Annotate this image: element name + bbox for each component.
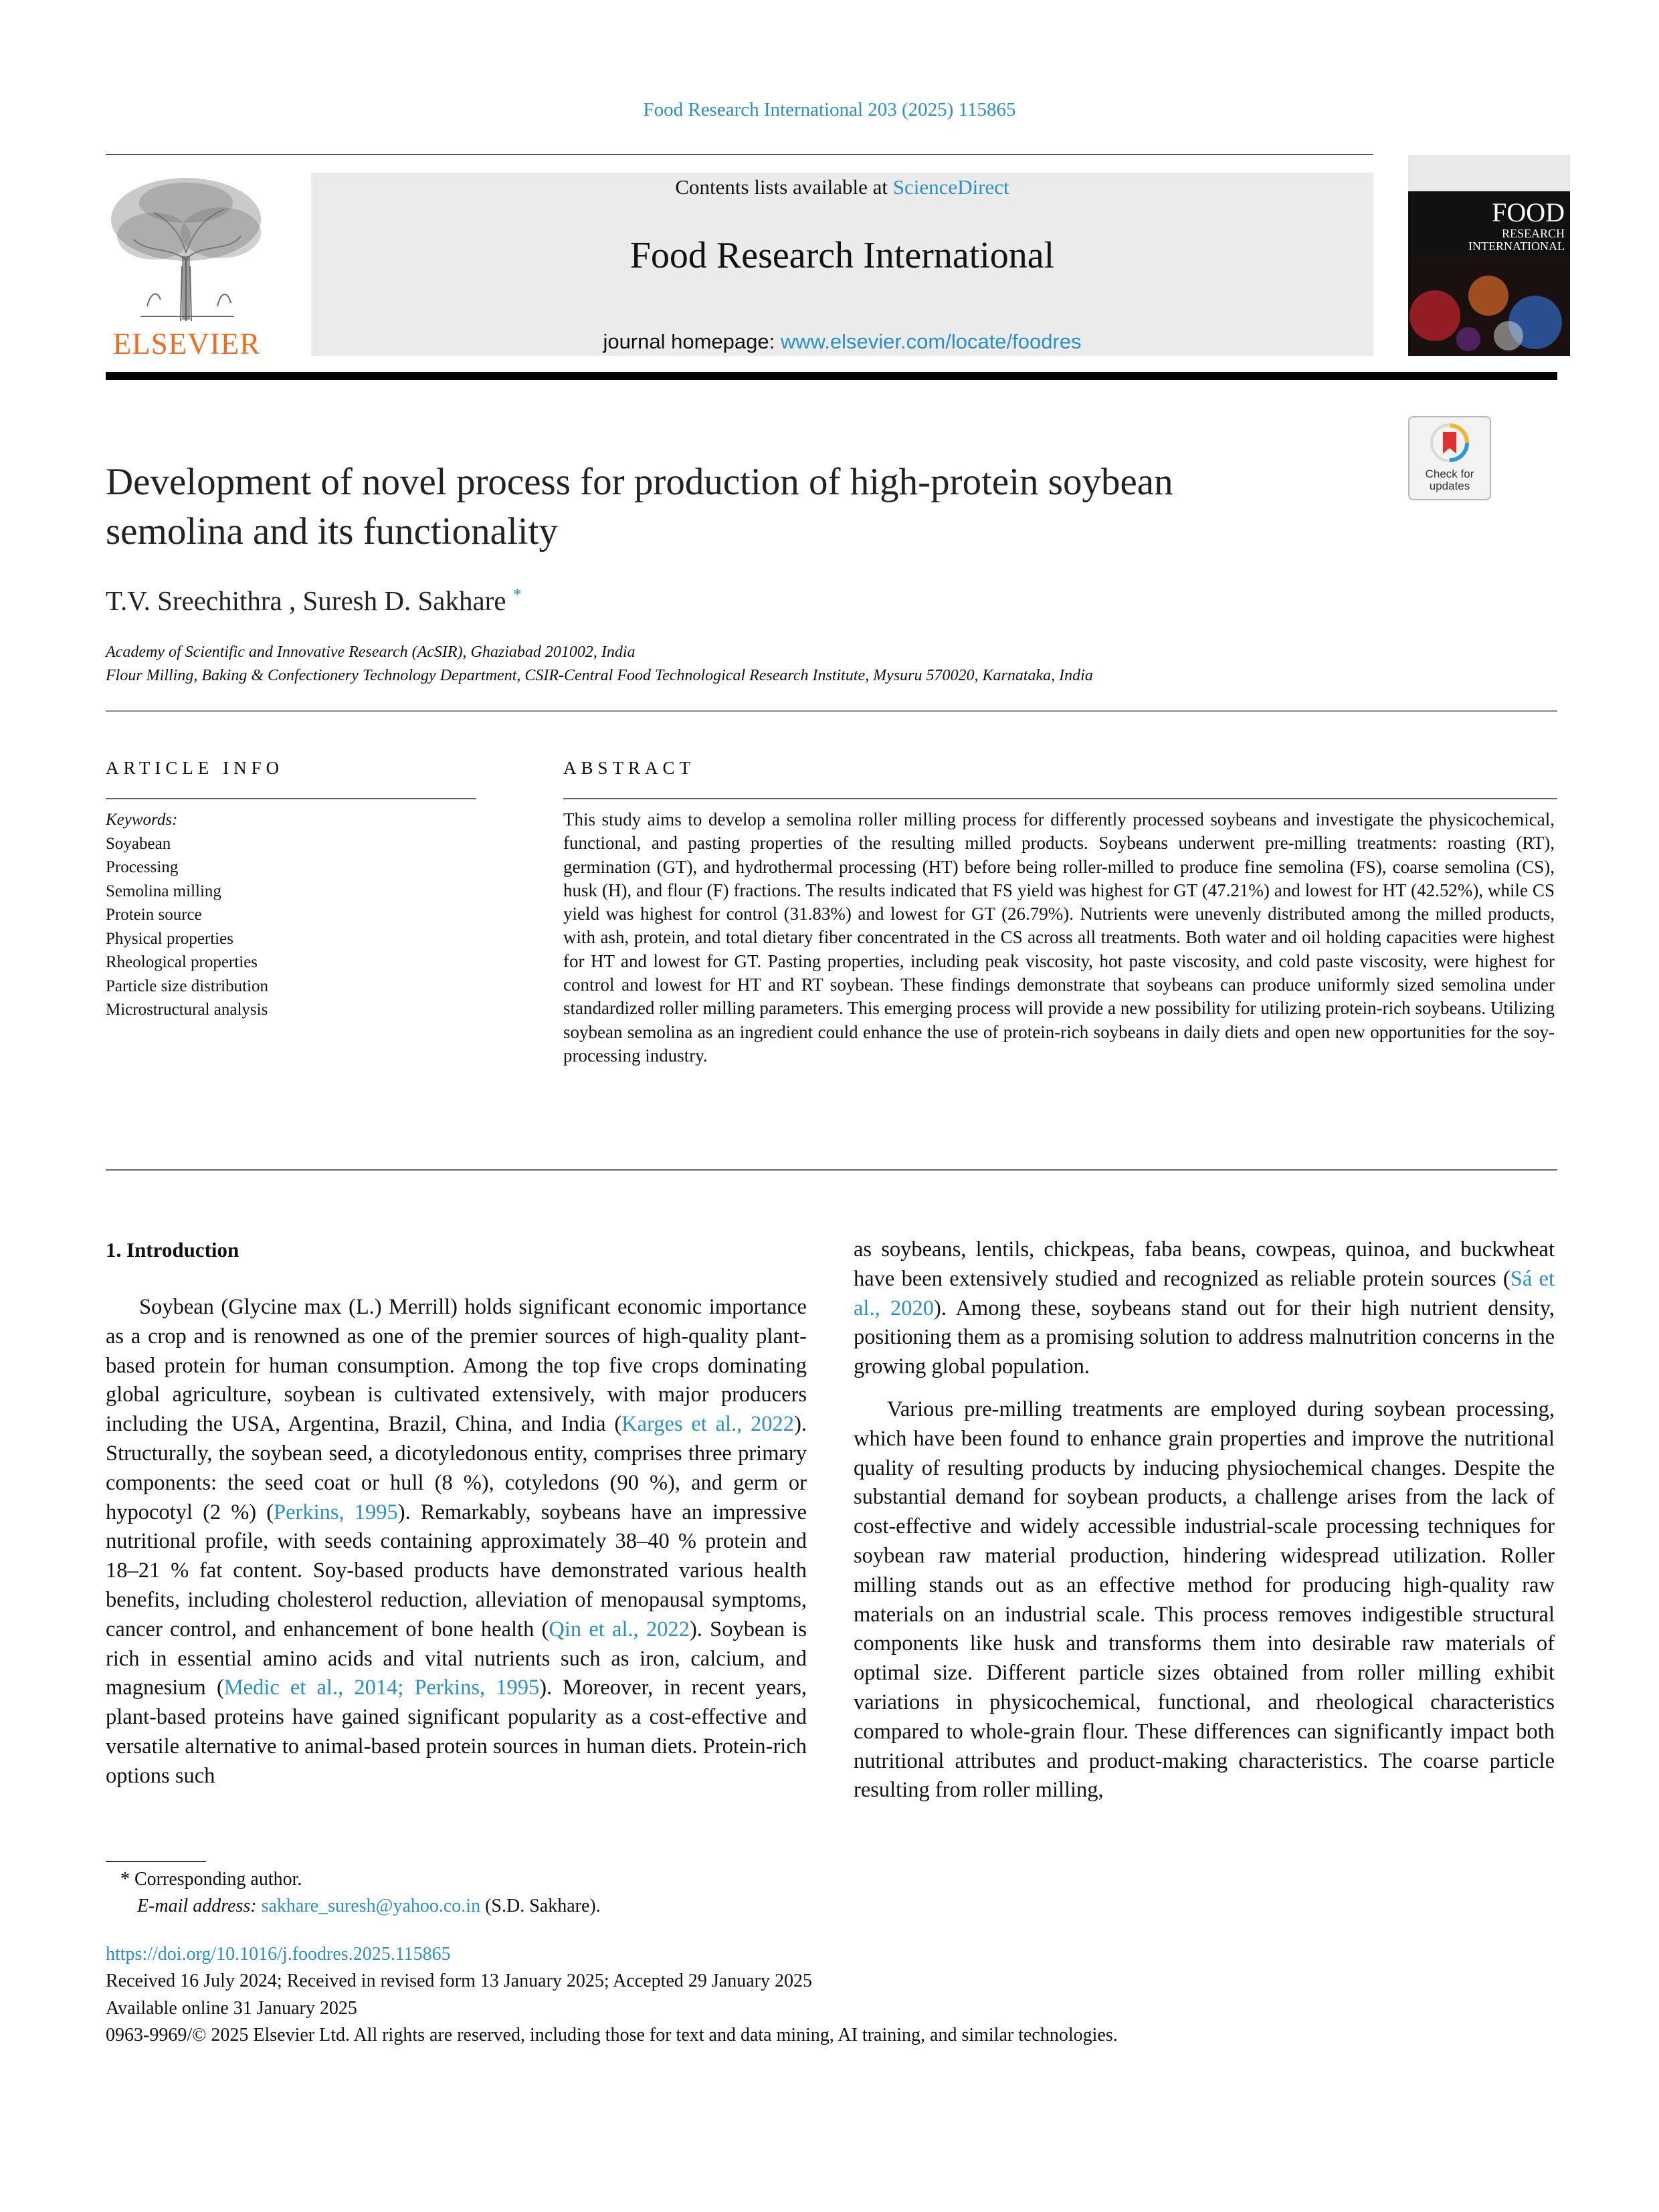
intro-paragraph-continued	[854, 1235, 1555, 1382]
author-list	[106, 585, 522, 617]
intro-text: as soybeans, lentils, chickpeas, faba beans, cowpeas, quinoa, and buckwheat have been extensively studied and recognized as reliable protein sources (	[854, 1237, 1555, 1291]
intro-text: ). Remarkably, soybeans have an impressive nutritional profile, with seeds containing approximately 38–40 % protein and 18–21 % fat content. Soy-based products have demonstrated various health benefits, including cholesterol reduction, alleviation of menopausal symptoms, cancer control, and enhancement of bone health (	[106, 1500, 807, 1641]
intro-paragraph-2: Various pre-milling treatments are employed during soybean processing, which have been found to enhance grain properties and improve the nutritional quality of resulting products by inducing physiochemical changes. Despite the substantial demand for soybean products, a challenge arises from the lack of cost-effective and widely accessible industrial-scale processing techniques for soybean raw material production, hindering widespread utilization. Roller milling stands out as an effective method for producing high-quality raw materials on an industrial scale. This process removes indigestible structural components like husk and transforms them into desirable raw materials of optimal size. Different particle sizes obtained from roller milling exhibit variations in physicochemical, functional, and rheological characteristics compared to whole-grain flour. These differences can significantly impact both nutritional attributes and product-making characteristics. The coarse particle resulting from roller milling,	[854, 1397, 1555, 1803]
check-for-updates-label	[1409, 468, 1490, 492]
article-title	[106, 458, 1363, 557]
keywords-block	[106, 808, 268, 1022]
keywords-label: Keywords:	[106, 811, 178, 829]
intro-text: ). Structurally, the soybean seed, a dicotyledonous entity, comprises three primary components: the seed coat or hull (8 %), cotyledons (90 %), and germ or hypocotyl (2 %) (	[106, 1412, 807, 1524]
citation-link[interactable]: Qin et al., 2022	[549, 1617, 690, 1641]
check-updates-line1: Check for	[1425, 468, 1474, 480]
introduction-heading: 1. Introduction	[106, 1238, 239, 1262]
cover-subtitle-line1: RESEARCH	[1501, 227, 1565, 240]
corresponding-author-note: * Corresponding author.	[120, 1869, 302, 1890]
keyword-item: Protein source	[106, 906, 202, 924]
citation-link[interactable]: Karges et al., 2022	[621, 1412, 795, 1437]
check-for-updates-button[interactable]	[1408, 416, 1491, 500]
header-top-rule	[106, 154, 1373, 155]
journal-reference-link[interactable]: Food Research International 203 (2025) 115865	[643, 99, 1016, 120]
journal-homepage-line	[311, 330, 1373, 354]
email-label: E-mail address:	[137, 1896, 262, 1916]
cover-title: FOOD	[1492, 197, 1565, 227]
footnote-rule	[106, 1861, 206, 1862]
bookmark-icon	[1430, 423, 1470, 466]
cover-top-band	[1408, 155, 1570, 191]
title-separator-rule	[106, 710, 1557, 712]
abstract-text: This study aims to develop a semolina roller milling process for differently processed soybeans and investigate the physicochemical, functional, and pasting properties of the resulting milled products. Soybeans underwent pre-milling treatments: roasting (RT), germination (GT), and hydrothermal processing (HT) before being roller-milled to produce fine semolina (FS), coarse semolina (CS), husk (H), and flour (F) fractions. The results indicated that FS yield was highest for GT (47.21%) and lowest for HT (42.52%), while CS yield was highest for control (31.83%) and lowest for GT (26.79%). Nutrients were unevenly distributed among the milled products, with ash, protein, and total dietary fiber concentrated in the CS across all treatments. Both water and oil holding capacities were highest for HT and lowest for GT. Pasting properties, including peak viscosity, hot paste viscosity, and cold paste viscosity, were highest for control and lowest for HT and RT soybean. These findings demonstrate that soybeans can produce uniformly sized semolina under standardized roller milling parameters. This emerging process will provide a new possibility for utilizing protein-rich soybeans. Utilizing soybean semolina as an ingredient could enhance the use of protein-rich soybeans in daily diets and open new opportunities for the soy-processing industry.	[563, 809, 1555, 1066]
citation-link[interactable]: Perkins, 1995	[274, 1500, 398, 1524]
introduction-column-1	[106, 1293, 807, 1791]
citation-link[interactable]: Medic et al., 2014; Perkins, 1995	[223, 1676, 540, 1700]
keyword-item: Physical properties	[106, 929, 233, 948]
homepage-prefix: journal homepage:	[603, 330, 781, 353]
keyword-item: Semolina milling	[106, 882, 221, 900]
email-footnote	[137, 1896, 601, 1917]
cover-artwork	[1408, 256, 1570, 356]
cover-subtitle	[1416, 227, 1565, 253]
contents-available-line	[311, 175, 1373, 199]
journal-cover-image	[1408, 155, 1570, 356]
keyword-item: Microstructural analysis	[106, 1001, 268, 1019]
intro-paragraph-1	[106, 1293, 807, 1791]
contents-prefix: Contents lists available at	[675, 175, 893, 199]
abstract-bottom-rule	[106, 1169, 1557, 1171]
received-dates: Received 16 July 2024; Received in revised form 13 January 2025; Accepted 29 January 2025	[106, 1971, 812, 1991]
intro-text: ). Among these, soybeans stand out for their high nutrient density, positioning them as a promising solution to address malnutrition concerns in the growing global population.	[854, 1296, 1555, 1379]
introduction-column-2	[854, 1235, 1555, 1805]
affiliation-1: Academy of Scientific and Innovative Research (AcSIR), Ghaziabad 201002, India	[106, 643, 636, 661]
copyright-notice: 0963-9969/© 2025 Elsevier Ltd. All rights are reserved, including those for text and data mining, AI training, and similar technologies.	[106, 2025, 1118, 2045]
abstract-heading: ABSTRACT	[563, 758, 696, 778]
journal-homepage-link[interactable]: www.elsevier.com/locate/foodres	[780, 330, 1082, 353]
affiliation-2: Flour Milling, Baking & Confectionery Technology Department, CSIR-Central Food Technological Research Institute, Mysuru 570020, Karnataka, India	[106, 667, 1093, 684]
journal-name: Food Research International	[629, 235, 1055, 276]
elsevier-wordmark: ELSEVIER	[112, 327, 261, 361]
check-updates-line2: updates	[1429, 480, 1470, 492]
abstract-rule	[563, 798, 1557, 799]
email-suffix: (S.D. Sakhare).	[480, 1896, 601, 1916]
doi-link[interactable]: https://doi.org/10.1016/j.foodres.2025.115865	[106, 1944, 451, 1965]
authors-text: T.V. Sreechithra , Suresh D. Sakhare	[106, 585, 513, 616]
sciencedirect-link[interactable]: ScienceDirect	[892, 175, 1009, 199]
article-info-heading: ARTICLE INFO	[106, 758, 284, 778]
intro-text: ). Moreover, in recent years, plant-based proteins have gained significant popularity as a cost-effective and versatile alternative to animal-based protein sources in human diets. Protein-rich options such	[106, 1676, 807, 1788]
article-info-rule	[106, 798, 476, 799]
keyword-item: Particle size distribution	[106, 977, 269, 995]
email-link[interactable]: sakhare_suresh@yahoo.co.in	[261, 1896, 481, 1916]
keyword-item: Processing	[106, 858, 179, 876]
intro-text: ). Soybean is rich in essential amino acids and vital nutrients such as iron, calcium, and magnesium (	[106, 1617, 807, 1700]
header-bottom-rule	[106, 372, 1557, 380]
keyword-item: Rheological properties	[106, 953, 258, 971]
title-line-1: Development of novel process for production of high-protein soybean	[106, 461, 1173, 503]
keyword-item: Soyabean	[106, 834, 171, 853]
intro-text: Soybean (Glycine max (L.) Merrill) holds significant economic importance as a crop and is renowned as one of the premier sources of high-quality plant-based protein for human consumption. Among the top five crops dominating global agriculture, soybean is cultivated extensively, with major producers including the USA, Argentina, Brazil, China, and India (	[106, 1295, 807, 1437]
corresponding-author-mark[interactable]: *	[512, 585, 522, 605]
title-line-2: semolina and its functionality	[106, 510, 558, 552]
citation-link[interactable]: Sá et al., 2020	[854, 1266, 1555, 1320]
cover-subtitle-line2: INTERNATIONAL	[1468, 239, 1565, 253]
available-online-date: Available online 31 January 2025	[106, 1998, 357, 2019]
